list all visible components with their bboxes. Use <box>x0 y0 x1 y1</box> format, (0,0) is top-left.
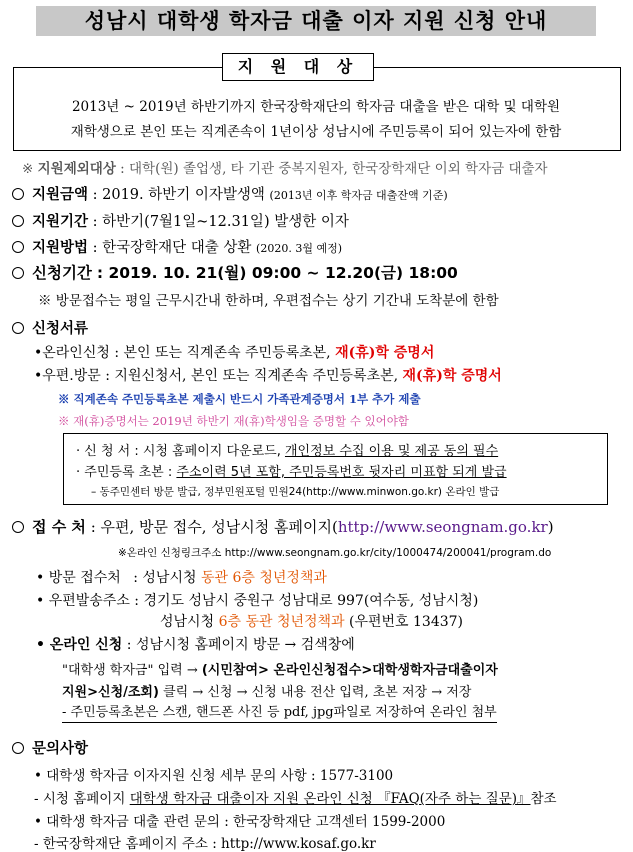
inquiry-line-2 <box>34 787 557 807</box>
documents-online-text: •온라인신청 : 본인 또는 직계존속 주민등록초본, <box>34 345 331 361</box>
circle-bullet-icon <box>12 215 24 227</box>
inquiry-line-3: • 대학생 학자금 대출 관련 문의 : 한국장학재단 고객센터 1599-2000 <box>34 814 446 830</box>
documents-note-2: ※ 재(휴)증명서는 2019년 하반기 재(휴)학생임을 증명할 수 있어야함 <box>58 414 409 428</box>
inquiry-label: 문의사항 <box>32 741 89 757</box>
exclusion-text: : 대학(원) 졸업생, 타 기관 중복지원자, 한국장학재단 이외 학자금 대출자 <box>120 161 548 177</box>
docbox-line-3: – 동주민센터 방문 발급, 정부민원포털 민원24(http://www.minwon.go.kr) 온라인 발급 <box>91 486 500 498</box>
documents-online-red: 재(휴)학 증명서 <box>335 345 435 361</box>
reception-row <box>12 516 554 537</box>
circle-bullet-icon <box>12 742 24 754</box>
visit-orange: 동관 6층 청년정책과 <box>200 570 327 586</box>
amount-text: : 2019. 하반기 이자발생액 <box>92 187 265 203</box>
online-line2-bold: (시민참여> 온라인신청접수>대학생학자금대출이자 <box>201 663 498 678</box>
apply-period-row <box>12 261 458 283</box>
reception-link-note: ※온라인 신청링크주소 http://www.seongnam.go.kr/city/1000474/200041/program.do <box>118 547 552 559</box>
method-label: 지원방법 <box>32 240 89 256</box>
visit-row <box>36 567 327 587</box>
documents-label: 신청서류 <box>32 321 89 337</box>
post-row-2 <box>160 611 463 631</box>
inquiry-line2-pre: - 시청 홈페이지 <box>34 791 126 807</box>
inquiry-line2-post: 참조 <box>530 791 557 807</box>
inquiry-line2-underline: 대학생 학자금 대출이자 지원 온라인 신청 『FAQ(자주 하는 질문)』 <box>129 791 531 807</box>
docbox-line-1-underline: 개인정보 수집 이용 및 제공 동의 필수 <box>284 444 499 459</box>
amount-row <box>12 183 448 204</box>
post-line2-post: (우편번호 13437) <box>349 614 464 630</box>
documents-post <box>34 365 502 385</box>
period-text: : 하반기(7월1일~12.31일) 발생한 이자 <box>92 214 349 230</box>
method-row <box>12 236 342 257</box>
period-label: 지원기간 <box>32 214 89 230</box>
docbox-line-2-prefix: · 주민등록 초본 : <box>76 465 173 480</box>
note-mark: ※ <box>22 161 34 177</box>
reception-label: 접 수 처 <box>32 518 86 536</box>
docbox-line-1 <box>76 440 498 459</box>
reception-close: ) <box>547 518 554 536</box>
apply-period-note: ※ 방문접수는 평일 근무시간내 한하며, 우편접수는 상기 기간내 도착분에 한함 <box>38 293 499 309</box>
online-text: : 성남시청 홈페이지 방문 → 검색창에 <box>126 637 355 653</box>
amount-label: 지원금액 <box>32 187 89 203</box>
reception-text: : 우편, 방문 접수, 성남시청 홈페이지( <box>90 518 338 536</box>
inquiry-line-4: - 한국장학재단 홈페이지 주소 : http://www.kosaf.go.kr <box>34 836 376 852</box>
scan-note: - 주민등록초본은 스캔, 핸드폰 사진 등 pdf, jpg파일로 저장하여 온라인 첨부 <box>62 701 497 723</box>
online-row-3 <box>62 681 471 700</box>
target-line-2: 재학생으로 본인 또는 직계존속이 1년이상 성남시에 주민등록이 되어 있는자에 한함 <box>70 124 562 140</box>
method-text: : 한국장학재단 대출 상환 <box>92 240 252 256</box>
post-line2-pre: 성남시청 <box>160 614 215 630</box>
post-label: • 우편발송주소 : <box>36 593 140 609</box>
documents-note-1: ※ 직계존속 주민등록초본 제출시 반드시 가족관계증명서 1부 추가 제출 <box>58 392 421 406</box>
target-label: 지 원 대 상 <box>222 53 374 81</box>
documents-online <box>34 342 434 362</box>
circle-bullet-icon <box>12 322 24 334</box>
circle-bullet-icon <box>12 521 24 533</box>
documents-post-text: •우편.방문 : 지원신청서, 본인 또는 직계존속 주민등록초본, <box>34 368 399 384</box>
circle-bullet-icon <box>12 267 24 279</box>
inquiry-line-1: • 대학생 학자금 이자지원 신청 세부 문의 사항 : 1577-3100 <box>34 768 394 784</box>
post-text: 경기도 성남시 중원구 성남대로 997(여수동, 성남시청) <box>143 593 479 609</box>
target-line-1: 2013년 ~ 2019년 하반기까지 한국장학재단의 학자금 대출을 받은 대학 및 대학원 <box>71 99 561 115</box>
method-note: (2020. 3월 예정) <box>256 242 342 255</box>
visit-label: • 방문 접수처 <box>36 570 121 586</box>
post-line2-orange: 6층 동관 청년정책과 <box>218 614 345 630</box>
docbox-line-2-underline: 주소이력 5년 포함, 주민등록번호 뒷자리 미표함 되게 발급 <box>176 465 507 480</box>
online-row <box>36 634 355 654</box>
online-label: • 온라인 신청 <box>36 637 123 653</box>
docbox-line-1-prefix: · 신 청 서 : 시청 홈페이지 다운로드, <box>76 444 281 459</box>
reception-url-link[interactable]: http://www.seongnam.go.kr <box>337 518 548 536</box>
circle-bullet-icon <box>12 241 24 253</box>
page-title: 성남시 대학생 학자금 대출 이자 지원 신청 안내 <box>36 6 596 36</box>
circle-bullet-icon <box>12 188 24 200</box>
exclusion-row <box>22 157 548 177</box>
apply-period-label: 신청기간 <box>32 264 92 282</box>
online-line3-bold: 지원>신청/조회) <box>62 685 159 700</box>
period-row <box>12 210 349 231</box>
online-row-2 <box>62 659 498 678</box>
documents-row <box>12 317 88 338</box>
apply-period-text: : 2019. 10. 21(월) 09:00 ~ 12.20(금) 18:00 <box>96 264 458 282</box>
post-row <box>36 590 478 610</box>
online-line3-post: 클릭 → 신청 → 신청 내용 전산 입력, 초본 저장 → 저장 <box>163 685 472 700</box>
amount-note: (2013년 이후 학자금 대출잔액 기준) <box>269 189 448 202</box>
inquiry-row <box>12 737 88 758</box>
online-line2-pre: "대학생 학자금" 입력 → <box>62 663 198 678</box>
docbox-line-2 <box>76 461 507 480</box>
visit-text: : 성남시청 <box>133 570 197 586</box>
exclusion-label: 지원제외대상 <box>37 161 116 177</box>
documents-post-red: 재(휴)학 증명서 <box>402 368 502 384</box>
